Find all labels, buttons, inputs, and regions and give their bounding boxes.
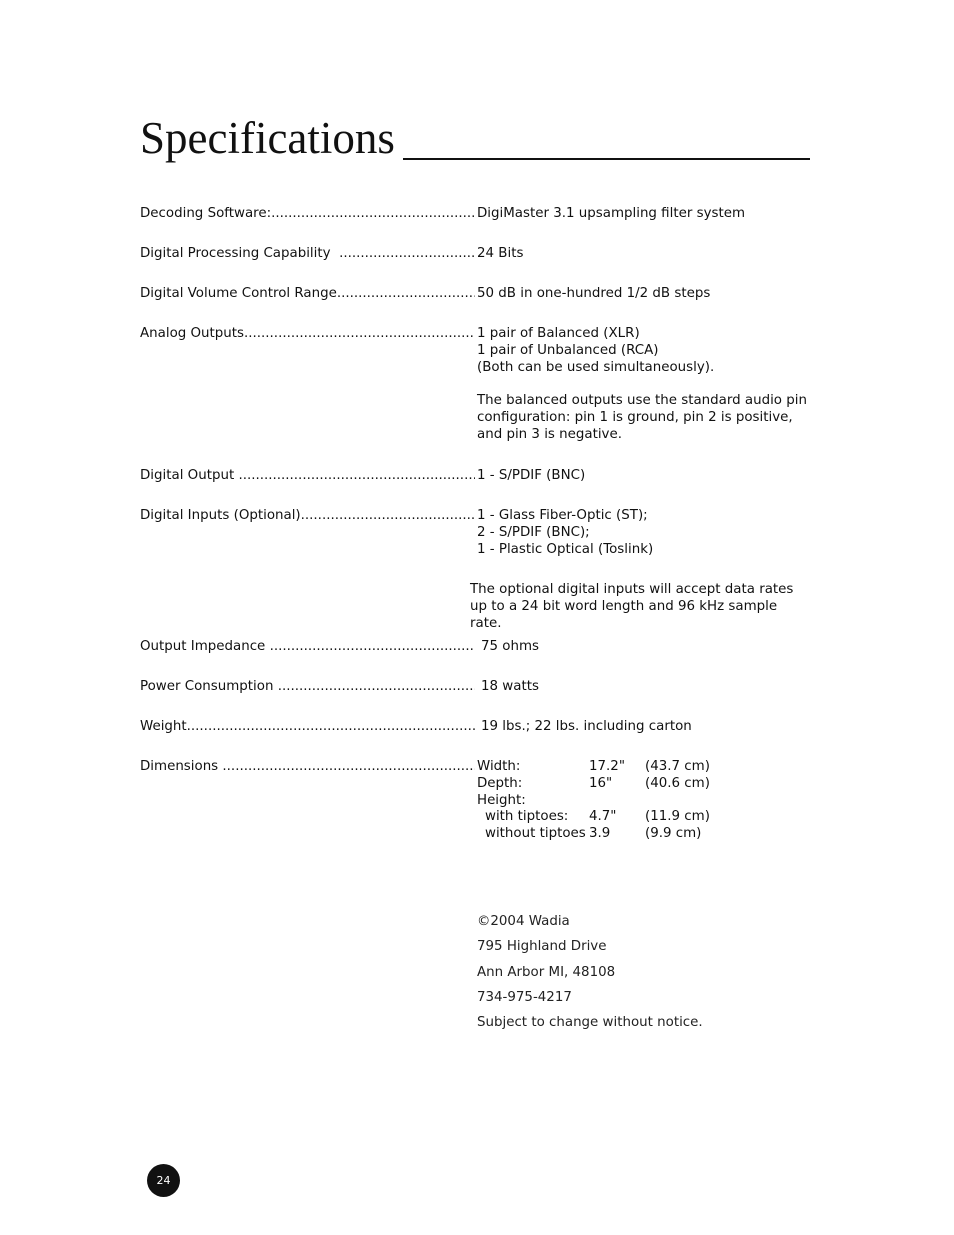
page-number-badge xyxy=(147,1164,180,1197)
contact-block xyxy=(477,912,703,1038)
spec-value: DigiMaster 3.1 upsampling filter system xyxy=(477,206,746,221)
spec-value: 19 lbs.; 22 lbs. including carton xyxy=(481,719,692,734)
spec-label: Analog Outputs ..... xyxy=(140,326,475,343)
address-city: Ann Arbor MI, 48108 xyxy=(477,964,616,980)
spec-value: 1 - S/PDIF (BNC) xyxy=(477,468,586,483)
phone-number: 734-975-4217 xyxy=(477,989,572,1005)
spec-value: 50 dB in one-hundred 1/2 dB steps xyxy=(477,286,711,301)
spec-label: Power Consumption ..... xyxy=(140,679,475,696)
dimension-row: Depth: 16" (40.6 cm) xyxy=(477,775,710,791)
spec-label: Digital Inputs (Optional) ..... xyxy=(140,508,475,525)
dimension-row: with tiptoes: 4.7" (11.9 cm) xyxy=(485,809,710,825)
spec-value: 24 Bits xyxy=(477,246,524,261)
page-number: 24 xyxy=(156,1174,171,1187)
spec-label: Digital Volume Control Range ..... xyxy=(140,286,475,303)
spec-value: 75 ohms xyxy=(481,639,539,654)
spec-value: 1 - Glass Fiber-Optic (ST); 2 - S/PDIF (BNC); 1 - Plastic Optical (Toslink) xyxy=(477,508,654,557)
spec-label: Dimensions ..... xyxy=(140,759,475,776)
spec-label: Digital Output ..... xyxy=(140,468,475,485)
spec-label: Digital Processing Capability ..... xyxy=(140,246,475,263)
spec-note: The balanced outputs use the standard audio pin configuration: pin 1 is ground, pin 2 is positive, and pin 3 is negative. xyxy=(477,393,807,442)
spec-value: 1 pair of Balanced (XLR) 1 pair of Unbalanced (RCA) (Both can be used simultaneously). The balanced outputs use the standard audio pin configuration: pin 1 is ground, pin 2 is positive, and pin 3 is negative. xyxy=(477,326,807,442)
title-underline xyxy=(403,158,810,160)
spec-label: Weight ..... xyxy=(140,719,475,736)
dimension-row: Height: xyxy=(477,792,526,808)
disclaimer-text: Subject to change without notice. xyxy=(477,1015,703,1031)
copyright-text: ©2004 Wadia xyxy=(477,914,570,929)
dimension-row: Width: 17.2" (43.7 cm) xyxy=(477,759,710,774)
dimension-row: without tiptoes 3.9 (9.9 cm) xyxy=(485,826,702,842)
digital-inputs-note: The optional digital inputs will accept data rates up to a 24 bit word length and 96 kHz sample rate. xyxy=(470,582,794,631)
page-header xyxy=(140,112,810,164)
spec-value: 18 watts xyxy=(481,679,539,694)
page-title: Specifications xyxy=(140,113,395,163)
dimensions-table xyxy=(477,759,817,843)
address-street: 795 Highland Drive xyxy=(477,939,607,955)
spec-label: Output Impedance ..... xyxy=(140,639,475,656)
spec-label: Decoding Software: ..... xyxy=(140,206,475,223)
